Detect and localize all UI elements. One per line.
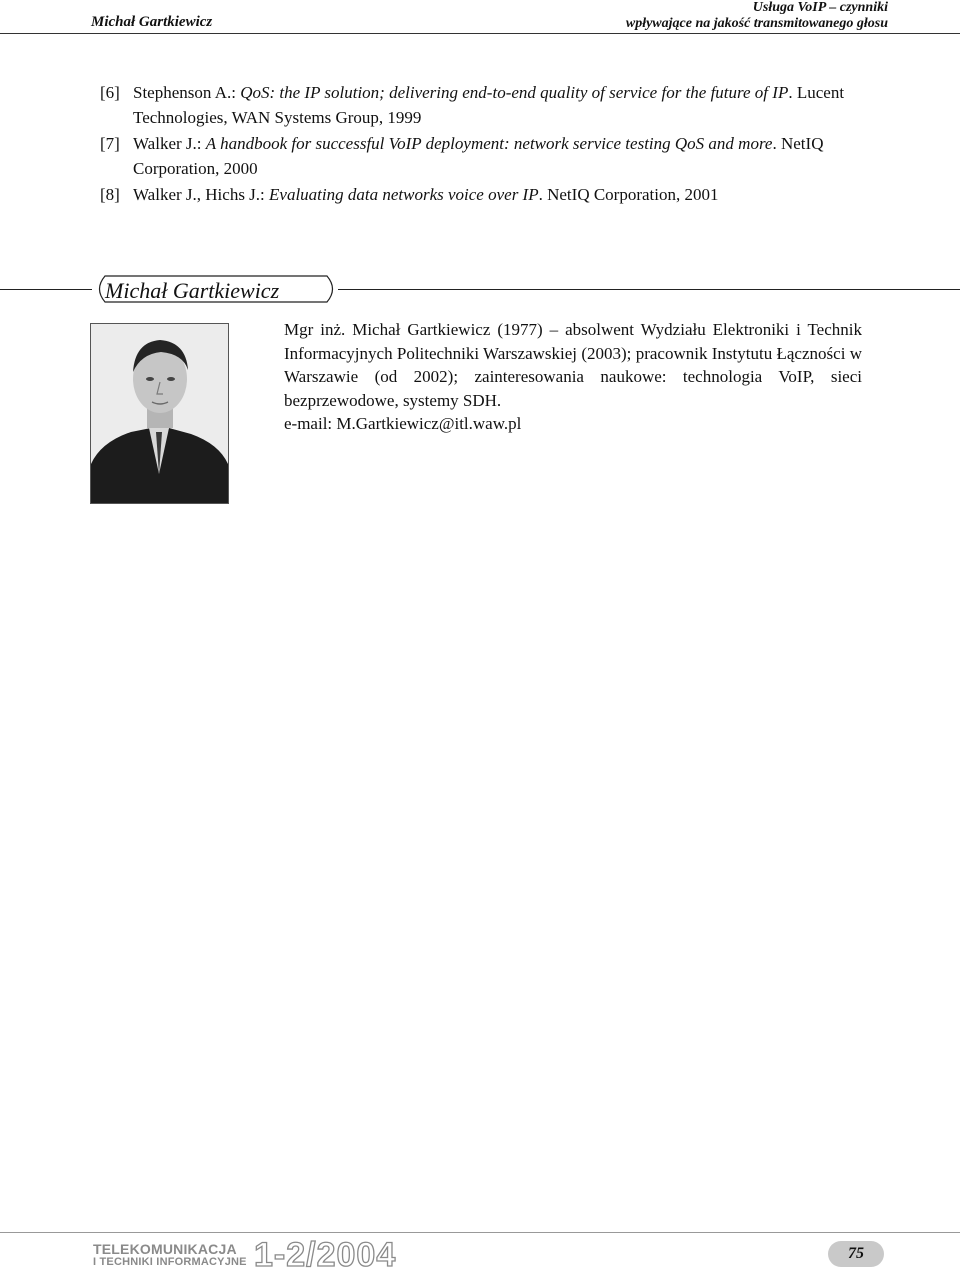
author-photo	[90, 323, 229, 504]
running-head-author: Michał Gartkiewicz	[91, 14, 213, 30]
reference-authors: Walker J., Hichs J.:	[133, 185, 270, 204]
author-name-tab	[91, 275, 339, 303]
reference-item	[100, 131, 900, 181]
reference-publisher: . Lucent Technologies, WAN Systems Group, 1999	[133, 83, 845, 127]
reference-title: A handbook for successful VoIP deployment: network service testing QoS and more	[205, 134, 773, 153]
reference-item	[100, 182, 900, 207]
footer-rule	[0, 1232, 960, 1233]
journal-name-line1: TELEKOMUNIKACJA	[93, 1241, 237, 1257]
journal-logo	[93, 1243, 247, 1269]
page-number-badge	[828, 1241, 884, 1267]
reference-item	[100, 80, 900, 130]
biography-text: Mgr inż. Michał Gartkiewicz (1977) – absolwent Wydziału Elektroniki i Technik Informacyjnych Politechniki Warszawskiej (2003); pracownik Instytutu Łączności w Warszawie (od 2002); zainteresowania naukowe: technologia VoIP, sieci bezprzewodowe, systemy SDH.	[284, 320, 862, 410]
author-email: e-mail: M.Gartkiewicz@itl.waw.pl	[284, 414, 522, 433]
reference-title: QoS: the IP solution; delivering end-to-end quality of service for the future of IP	[240, 83, 789, 102]
reference-authors: Stephenson A.:	[133, 83, 241, 102]
reference-list	[100, 80, 900, 208]
reference-number: [8]	[100, 185, 120, 204]
reference-number: [6]	[100, 83, 120, 102]
heading-rule-right	[338, 289, 960, 290]
header-rule	[0, 33, 960, 34]
reference-publisher: . NetIQ Corporation, 2001	[538, 185, 719, 204]
reference-publisher: . NetIQ Corporation, 2000	[133, 134, 824, 178]
page-number: 75	[848, 1245, 864, 1262]
author-portrait-image	[91, 324, 228, 503]
author-name: Michał Gartkiewicz	[105, 278, 280, 303]
reference-number: [7]	[100, 134, 120, 153]
heading-rule-left	[0, 289, 92, 290]
author-section-heading	[0, 275, 960, 305]
running-head-title-line1: Usługa VoIP – czynniki	[752, 0, 888, 15]
journal-name-line2: I TECHNIKI INFORMACYJNE	[93, 1256, 247, 1268]
author-biography	[284, 318, 862, 436]
reference-authors: Walker J.:	[133, 134, 206, 153]
reference-title: Evaluating data networks voice over IP	[269, 185, 539, 204]
issue-number: 1-2/2004	[254, 1236, 397, 1274]
running-head-title-line2: wpływające na jakość transmitowanego głosu	[625, 16, 888, 31]
running-head-title	[626, 0, 888, 32]
